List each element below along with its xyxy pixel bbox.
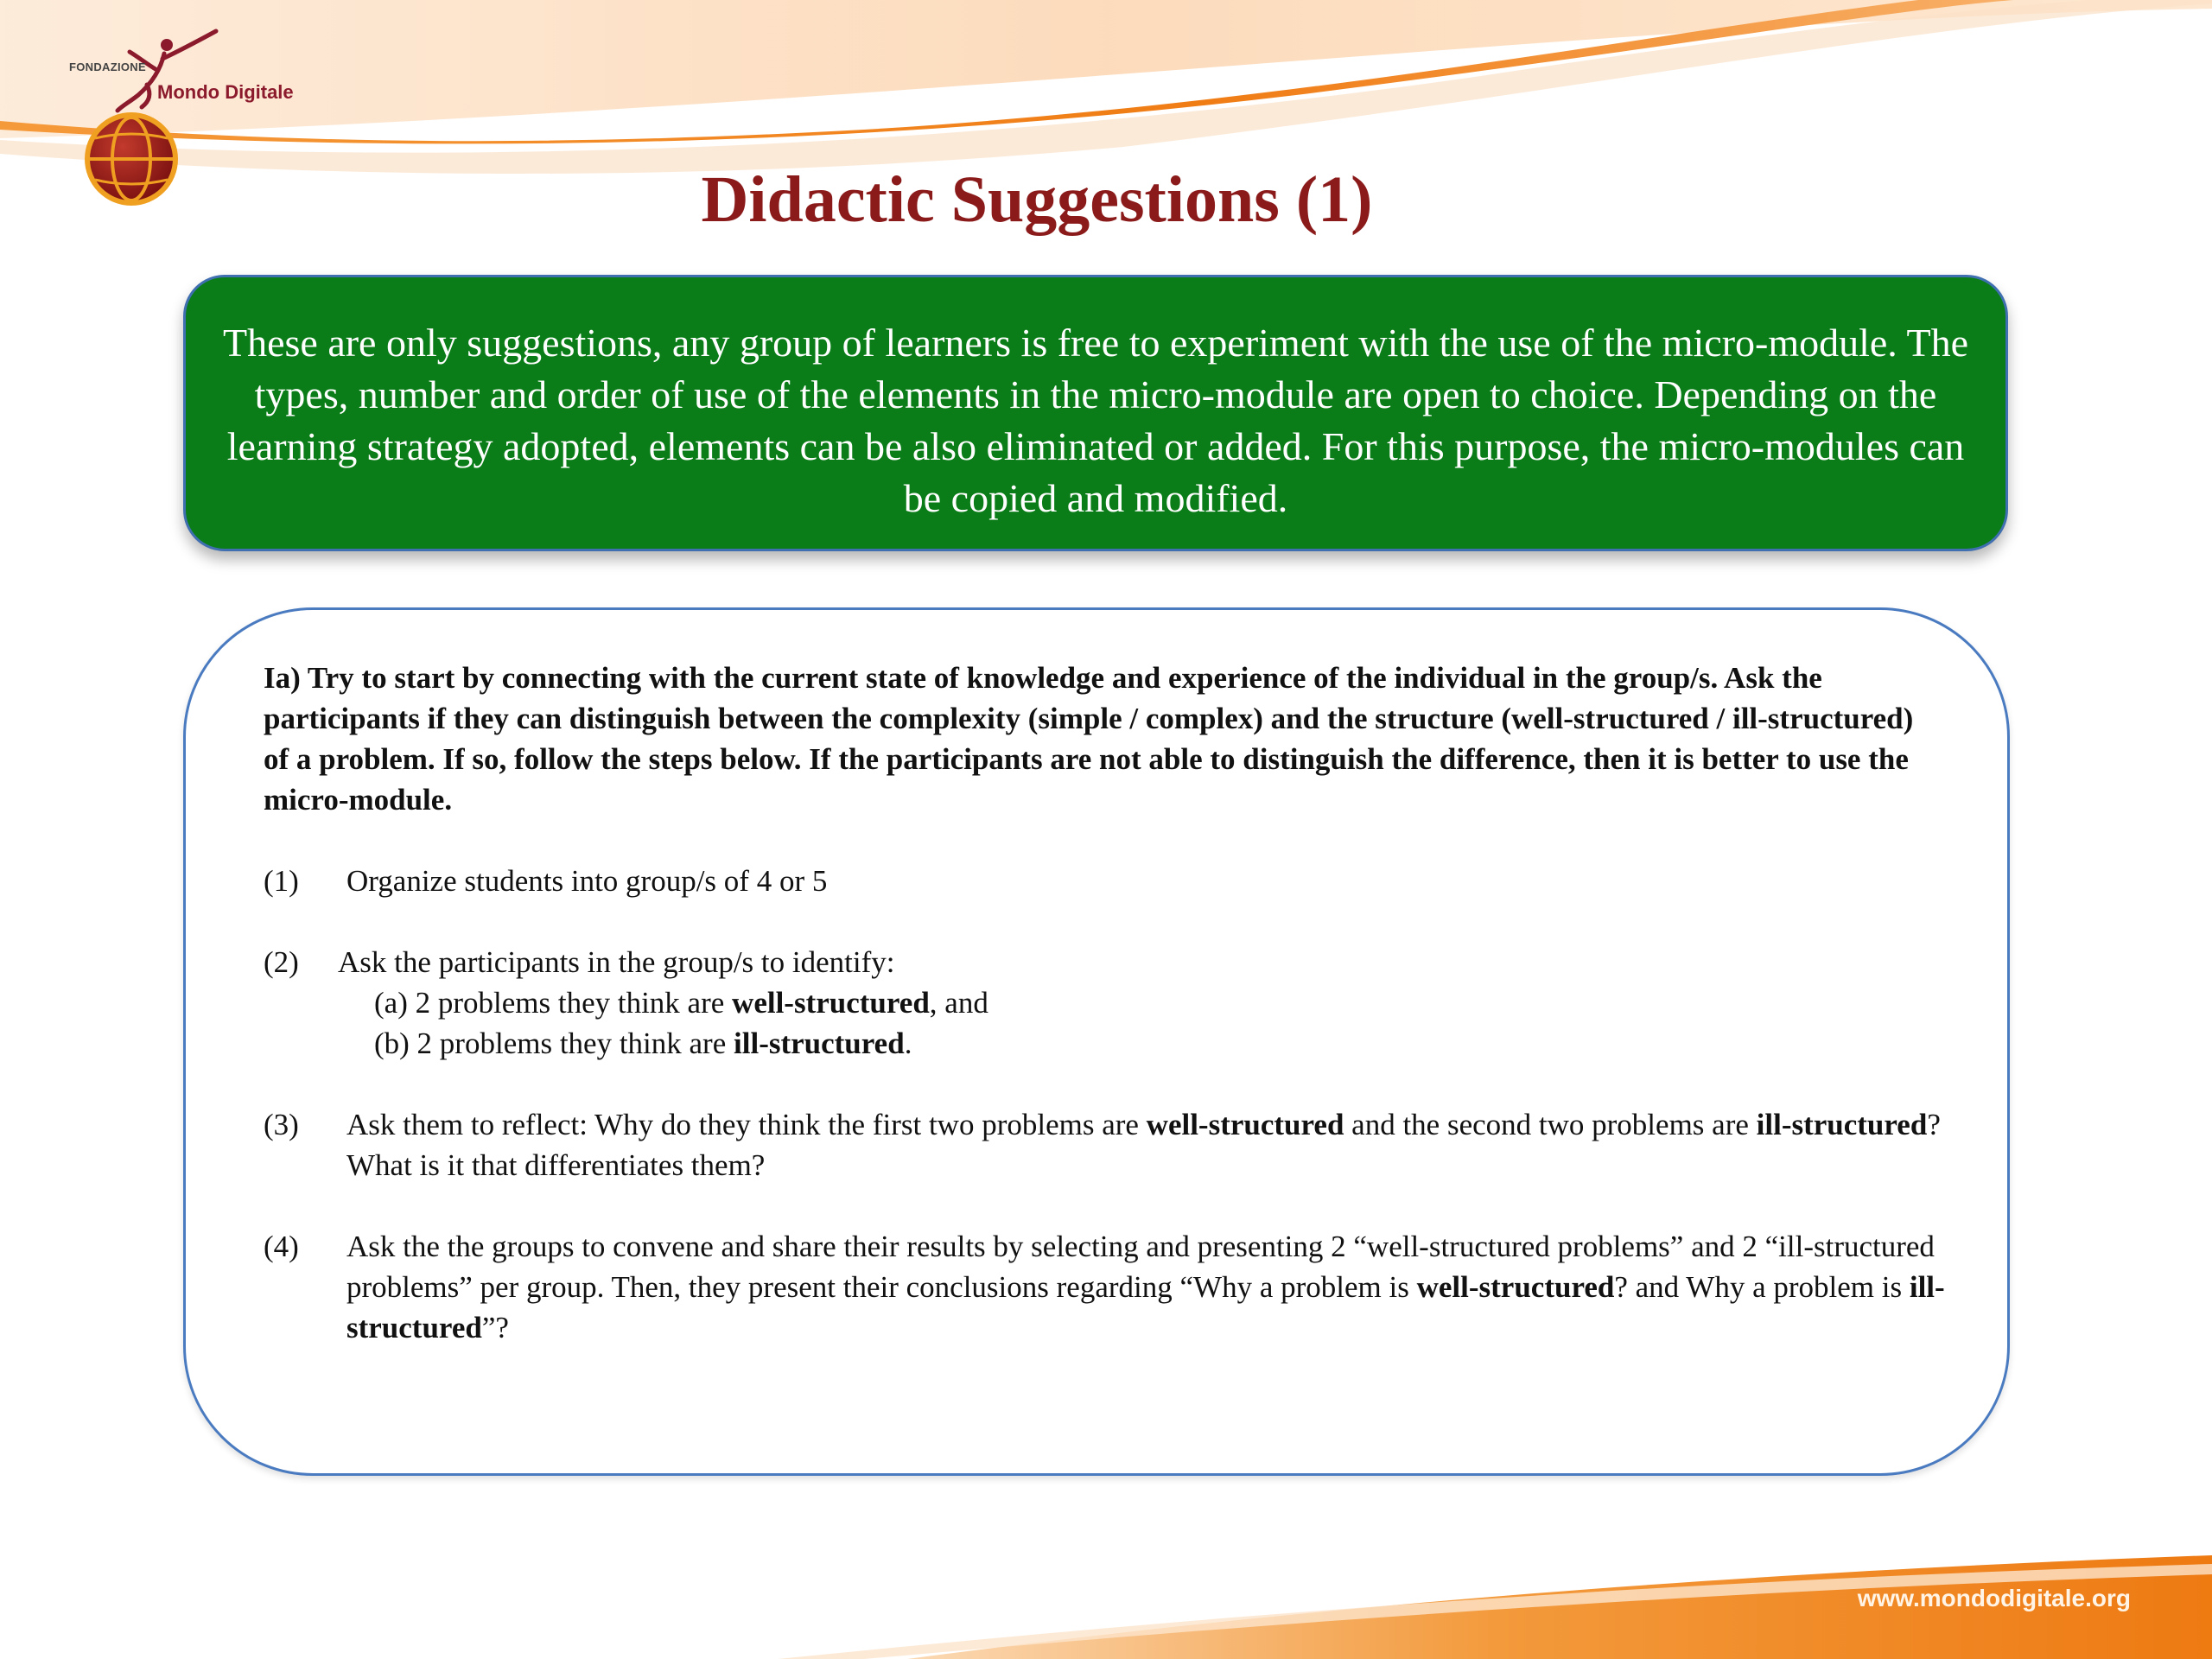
intro-callout-text: These are only suggestions, any group of learners is free to experiment with the use of the micro-module. The types, number and order of use of the elements in the micro-module are open to choice. Depending on the learning strategy adopted, elements can be also eliminated or added. For this purpose, the micro-modules can be copied and modified. bbox=[222, 321, 1968, 520]
step-number: (1) bbox=[264, 864, 299, 898]
intro-callout bbox=[183, 275, 2008, 551]
step-text: Ask them to reflect: Why do they think the first two problems are well-structured and the second two problems are ill-structured? What is it that differentiates them? bbox=[346, 1108, 1941, 1182]
step-2-intro: Ask the participants in the group/s to identify: bbox=[338, 945, 895, 979]
logo-foundation-label: FONDAZIONE bbox=[69, 60, 146, 73]
step-number: (3) bbox=[264, 1108, 299, 1141]
step-text bbox=[338, 942, 1936, 1064]
step-text: Ask the the groups to convene and share their results by selecting and presenting 2 “well-structured problems” and 2 “ill-structured problems” per group. Then, they present their conclusions regarding “Why a problem is well-structured? and Why a problem is ill-structured”? bbox=[346, 1230, 1945, 1344]
lead-paragraph: Ia) Try to start by connecting with the current state of knowledge and experience of the individual in the group/s. Ask the participants if they can distinguish between the complexity (simple / complex) and the structure (well-structured / ill-structured) of a problem. If so, follow the steps below. If the participants are not able to distinguish the difference, then it is better to use the micro-module. bbox=[264, 661, 1914, 817]
step-2-sub-a: (a) 2 problems they think are well-structured, and bbox=[374, 986, 988, 1020]
logo-name: Mondo Digitale bbox=[157, 81, 294, 103]
page-title: Didactic Suggestions (1) bbox=[701, 163, 1373, 236]
step-number: (2) bbox=[264, 945, 299, 979]
step-2-sub-b: (b) 2 problems they think are ill-structured. bbox=[374, 1027, 912, 1060]
footer-url: www.mondodigitale.org bbox=[1857, 1585, 2131, 1611]
step-number: (4) bbox=[264, 1230, 299, 1263]
step-text: Organize students into group/s of 4 or 5 bbox=[346, 864, 828, 898]
content-panel bbox=[183, 607, 2010, 1476]
